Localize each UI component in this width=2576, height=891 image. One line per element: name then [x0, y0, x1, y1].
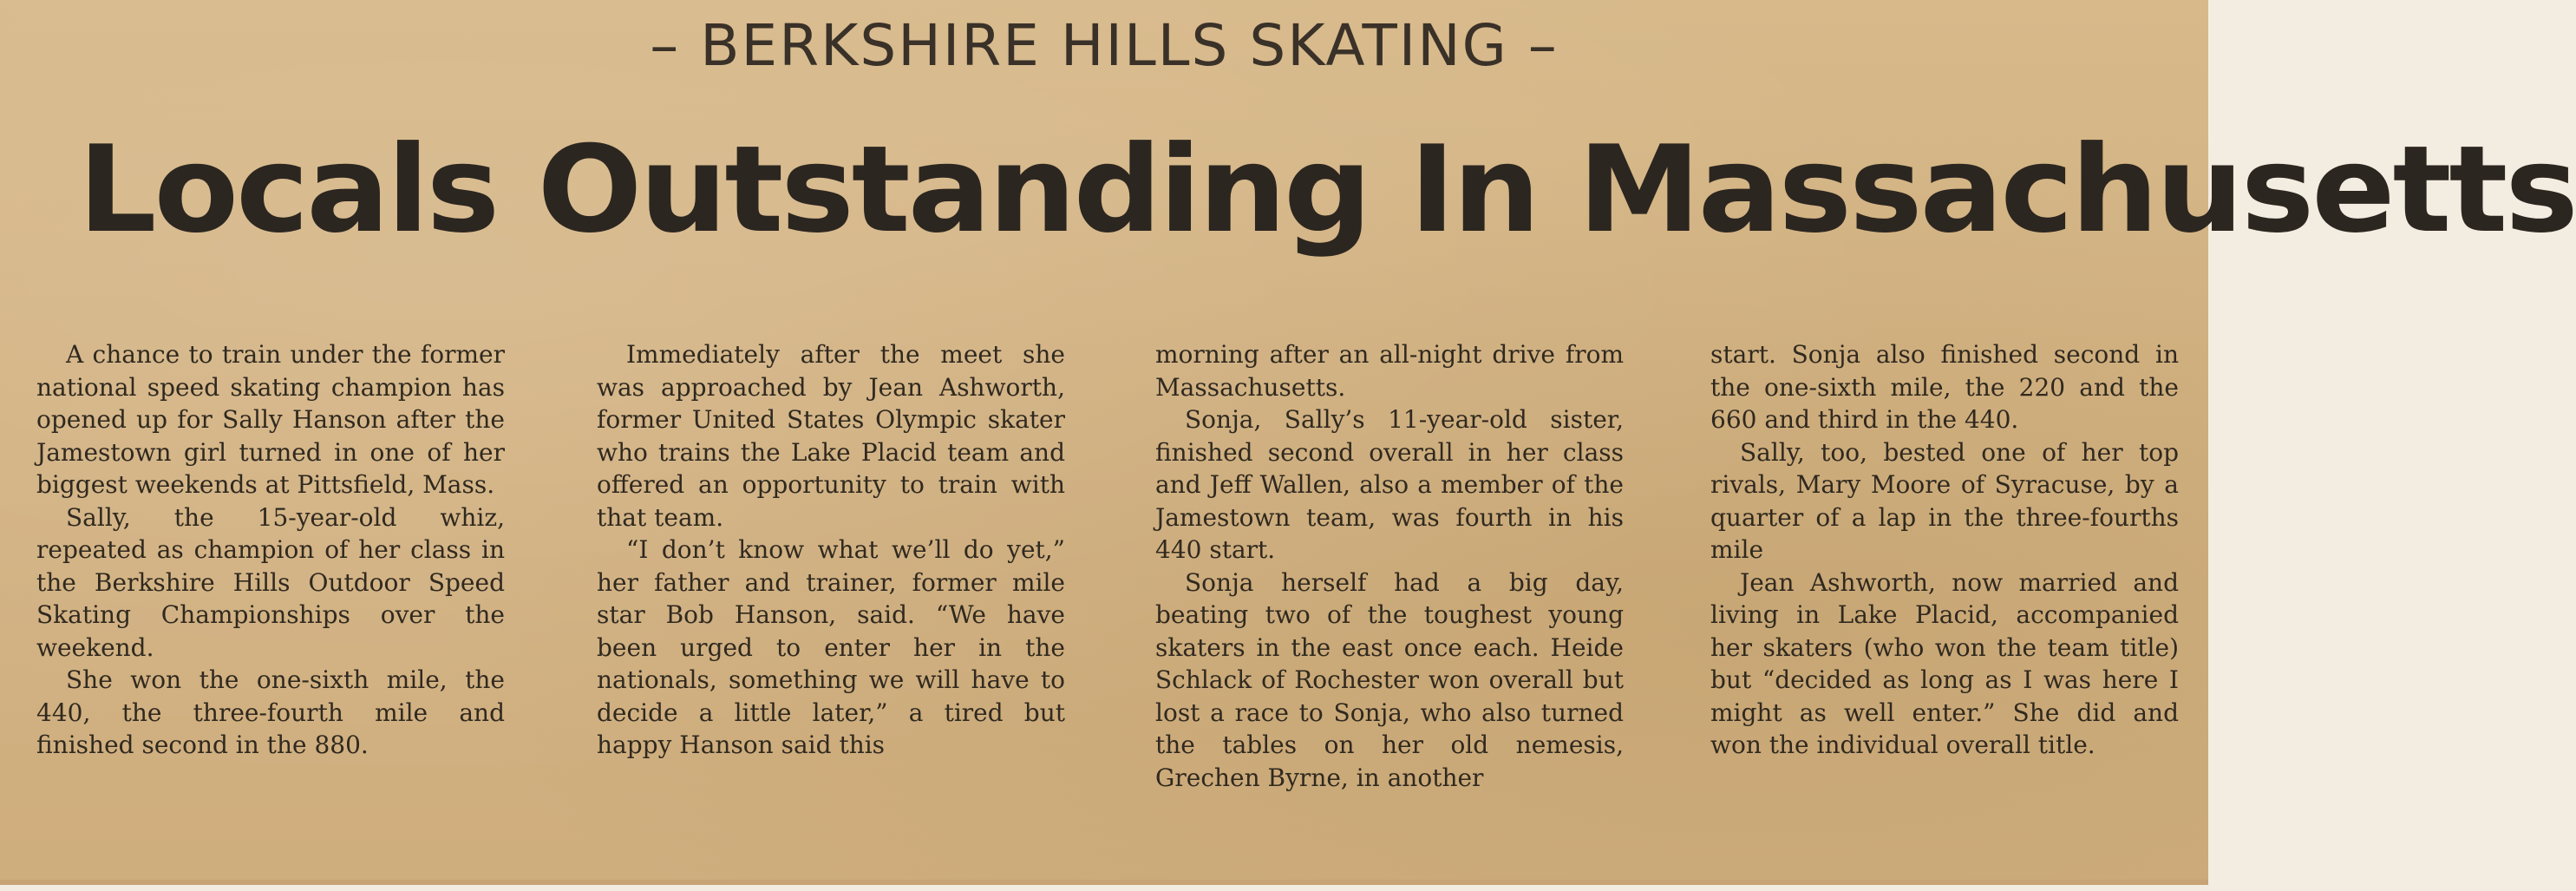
article-body — [36, 338, 2179, 876]
paragraph: She won the one-sixth mile, the 440, the three-fourth mile and finished second in the 880. — [36, 665, 505, 759]
paragraph: Sonja herself had a big day, beating two of the toughest young skaters in the east once each. Heide Schlack of Rochester won overall but lost a race to Sonja, who also turned the tables on her old nemesis, Grechen Byrne, in another — [1155, 567, 1624, 792]
article-column-1 — [36, 338, 505, 762]
paragraph-continued: start. Sonja also finished second in the one-sixth mile, the 220 and the 660 and third in the 440. — [1710, 340, 2179, 434]
paragraph: Sonja, Sally’s 11-year-old sister, finished second overall in her class and Jeff Wallen, also a member of the Jamestown team, was fourth in his 440 start. — [1155, 405, 1624, 564]
article-column-2 — [597, 338, 1065, 762]
article-column-3 — [1155, 338, 1624, 794]
paragraph: “I don’t know what we’ll do yet,” her father and trainer, former mile star Bob Hanson, said. “We have been urged to enter her in the nationals, something we will have to decide a little later,” a tired but happy Hanson said this — [597, 535, 1065, 759]
paragraph: A chance to train under the former national speed skating champion has opened up for Sally Hanson after the Jamestown girl turned in one of her biggest weekends at Pittsfield, Mass. — [36, 340, 505, 499]
paragraph: Jean Ashworth, now married and living in Lake Placid, accompanied her skaters (who won the team title) but “decided as long as I was here I might as well enter.” She did and won the individual overall title. — [1710, 567, 2179, 759]
paragraph-continued: morning after an all-night drive from Massachusetts. — [1155, 340, 1624, 402]
article-column-4 — [1710, 338, 2179, 762]
headline: Locals Outstanding In Massachusetts — [78, 120, 2576, 259]
paragraph: Immediately after the meet she was approached by Jean Ashworth, former United States Olympic skater who trains the Lake Placid team and offered an opportunity to train with that team. — [597, 340, 1065, 532]
paragraph: Sally, the 15-year-old whiz, repeated as champion of her class in the Berkshire Hills Outdoor Speed Skating Championships over the weekend. — [36, 502, 505, 662]
paragraph: Sally, too, bested one of her top rivals, Mary Moore of Syracuse, by a quarter of a lap in the three-fourths mile — [1710, 437, 2179, 564]
section-kicker: – BERKSHIRE HILLS SKATING – — [650, 12, 1559, 79]
